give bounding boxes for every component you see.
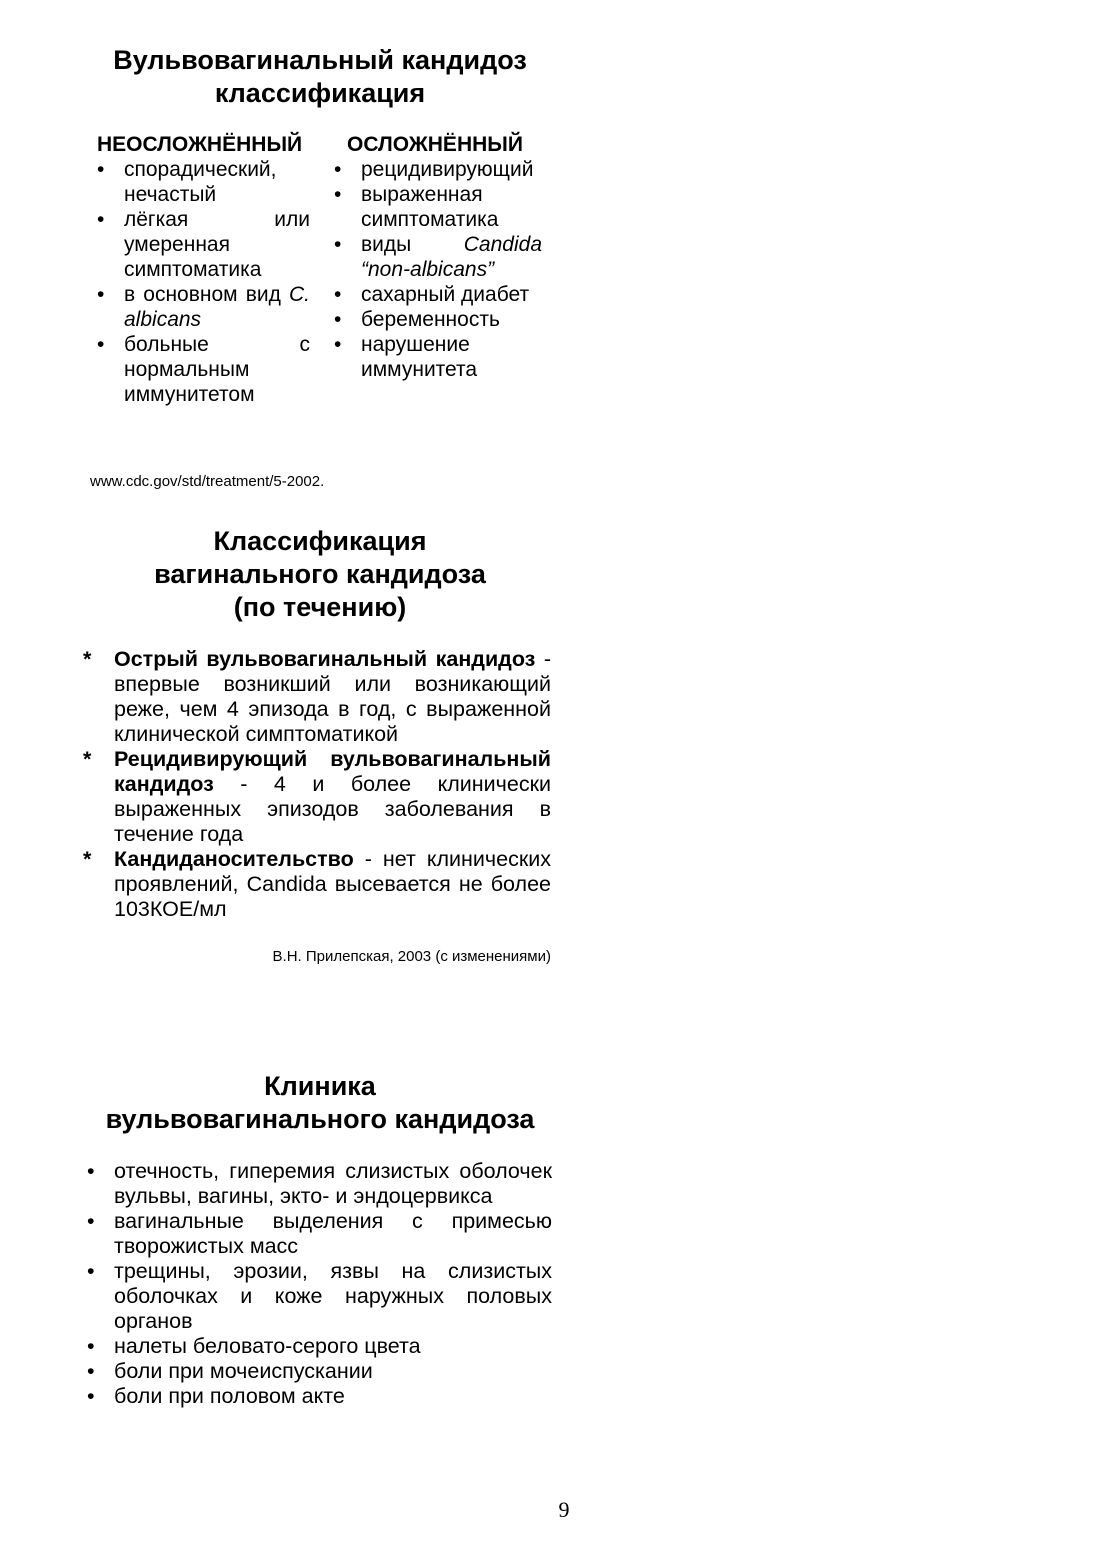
complicated-list — [334, 157, 542, 382]
list-item: • сахарный диабет — [334, 283, 530, 306]
section1-title-line2: классификация — [214, 78, 426, 108]
list-item: * Кандиданосительство - нет клинических проявлений, Candida высевается не более 103КОЕ/мл — [83, 847, 551, 921]
course-classification-list — [83, 647, 551, 922]
section1-title — [90, 44, 550, 110]
section2-source: В.Н. Прилепская, 2003 (с изменениями) — [272, 948, 551, 965]
list-item: • отечность, гиперемия слизистых оболочек вульвы, вагины, экто- и эндоцервикса — [87, 1159, 552, 1208]
section3-title-line1: Клиника — [264, 1071, 376, 1101]
section3-title — [90, 1070, 550, 1136]
section2-title — [90, 525, 550, 624]
uncomplicated-list — [97, 157, 310, 407]
list-item: • нарушение иммунитета — [334, 333, 478, 381]
section1-source: www.cdc.gov/std/treatment/5-2002. — [90, 473, 325, 490]
list-item: • в основном вид C. albicans — [97, 283, 310, 331]
list-item: • спорадический, нечастый — [97, 158, 277, 206]
list-item: • беременность — [334, 308, 500, 331]
list-item: • больные с нормальным иммунитетом — [97, 333, 310, 406]
page-number: 9 — [558, 1497, 570, 1522]
section1-title-line1: Вульвовагинальный кандидоз — [113, 45, 527, 75]
section2-title-line1: Классификация — [213, 526, 427, 556]
uncomplicated-header: НЕОСЛОЖНЁННЫЙ — [97, 133, 303, 156]
list-item: * Рецидивирующий вульвовагинальный кандидоз - 4 и более клинически выраженных эпизодов заболевания в течение года — [83, 747, 551, 846]
list-item: * Острый вульвовагинальный кандидоз - впервые возникший или возникающий реже, чем 4 эпизода в год, с выраженной клинической симптоматикой — [83, 647, 551, 746]
list-item: • выраженная симптоматика — [334, 183, 499, 231]
section2-title-line3: (по течению) — [233, 592, 407, 622]
clinical-signs-list — [87, 1159, 552, 1409]
section3-title-line2: вульвовагинального кандидоза — [105, 1104, 535, 1134]
list-item: • налеты беловато-серого цвета — [87, 1334, 421, 1358]
list-item: • рецидивирующий — [334, 158, 534, 181]
list-item: • лёгкая или умеренная симптоматика — [97, 208, 310, 281]
list-item: • виды Candida “non-albicans” — [334, 233, 542, 281]
list-item: • боли при половом акте — [87, 1384, 345, 1408]
section2-title-line2: вагинального кандидоза — [154, 559, 486, 589]
complicated-header: ОСЛОЖНЁННЫЙ — [347, 133, 523, 156]
list-item: • вагинальные выделения с примесью творожистых масс — [87, 1209, 552, 1258]
list-item: • боли при мочеиспускании — [87, 1359, 373, 1383]
list-item: • трещины, эрозии, язвы на слизистых оболочках и коже наружных половых органов — [87, 1259, 552, 1333]
